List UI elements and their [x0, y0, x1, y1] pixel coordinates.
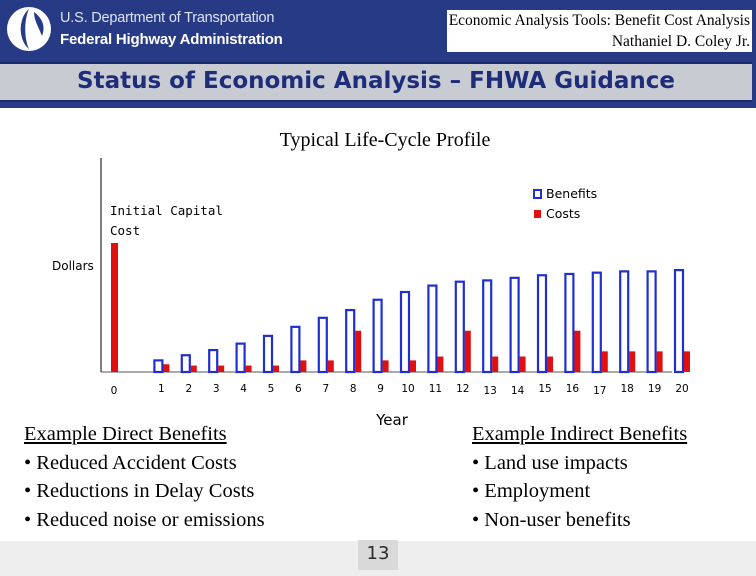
slide-title: Status of Economic Analysis – FHWA Guidance	[77, 68, 675, 94]
y-axis-label: Dollars	[52, 259, 94, 273]
bar-costs-year-7	[328, 360, 334, 372]
bar-costs-year-11	[437, 357, 443, 372]
bar-benefits-year-18	[620, 271, 628, 372]
x-tick-label: 0	[110, 385, 118, 397]
bar-costs-year-6	[300, 360, 306, 372]
bar-costs-year-17	[602, 351, 608, 372]
bar-benefits-year-6	[291, 327, 299, 372]
x-tick-label: 19	[647, 383, 662, 395]
legend-swatch-benefits	[534, 190, 541, 198]
bar-benefits-year-3	[209, 350, 217, 372]
page-number: 13	[358, 540, 398, 570]
indirect-benefit-item: • Non-user benefits	[472, 508, 631, 531]
header-banner	[0, 0, 756, 108]
x-tick-label: 7	[322, 383, 330, 395]
bar-costs-year-13	[492, 357, 498, 372]
x-tick-label: 5	[267, 383, 275, 395]
bar-costs-year-12	[465, 331, 471, 372]
chart-title: Typical Life-Cycle Profile	[279, 129, 491, 151]
bar-costs-year-9	[383, 360, 389, 372]
indirect-benefit-item: • Land use impacts	[472, 451, 628, 474]
x-tick-label: 12	[456, 383, 470, 395]
bar-benefits-year-5	[264, 336, 272, 372]
x-tick-label: 9	[377, 383, 384, 395]
direct-benefits-heading: Example Direct Benefits	[24, 423, 227, 445]
bar-costs-year-16	[574, 331, 580, 372]
bar-costs-year-18	[629, 351, 635, 372]
direct-benefit-item: • Reduced noise or emissions	[24, 508, 265, 531]
indirect-benefits-heading: Example Indirect Benefits	[472, 423, 688, 445]
presenter-name: Nathaniel D. Coley Jr.	[611, 33, 750, 50]
bar-costs-year-19	[657, 351, 663, 372]
bar-benefits-year-2	[182, 355, 190, 372]
x-tick-label: 20	[675, 383, 689, 395]
bar-costs-year-0	[111, 243, 118, 372]
x-tick-label: 10	[401, 383, 415, 395]
bar-benefits-year-1	[154, 360, 162, 372]
x-tick-label: 11	[428, 383, 443, 395]
bar-costs-year-3	[218, 366, 224, 372]
presentation-subtitle: Economic Analysis Tools: Benefit Cost Analysis	[448, 12, 750, 29]
dot-logo-icon	[4, 4, 54, 54]
bar-costs-year-14	[520, 357, 526, 372]
direct-benefits-list	[24, 420, 265, 534]
annotation-text: Initial Capital Cost	[110, 203, 223, 238]
bar-costs-year-4	[246, 366, 252, 372]
x-tick-label: 3	[212, 383, 220, 395]
title-bar	[0, 62, 752, 102]
bar-benefits-year-12	[456, 282, 464, 372]
bar-costs-year-1	[163, 364, 169, 372]
bar-benefits-year-8	[346, 310, 354, 372]
bar-benefits-year-4	[237, 344, 245, 372]
bars-layer	[111, 243, 690, 372]
bar-benefits-year-13	[483, 280, 491, 372]
bar-benefits-year-9	[374, 300, 382, 372]
bar-benefits-year-20	[675, 270, 683, 372]
bar-benefits-year-10	[401, 292, 409, 372]
bar-benefits-year-17	[593, 273, 601, 372]
bar-costs-year-2	[191, 366, 197, 372]
direct-benefit-item: • Reduced Accident Costs	[24, 451, 237, 474]
x-tick-label: 16	[565, 383, 580, 395]
department-name: U.S. Department of Transportation	[60, 10, 275, 26]
legend-swatch-costs	[534, 210, 541, 218]
bar-benefits-year-15	[538, 275, 546, 372]
x-tick-label: 6	[295, 383, 302, 395]
bar-benefits-year-14	[511, 278, 519, 372]
presentation-info	[447, 10, 752, 52]
bar-costs-year-8	[355, 331, 361, 372]
x-tick-label: 13	[483, 385, 497, 397]
legend-label-benefits: Benefits	[546, 186, 598, 201]
bar-benefits-year-19	[648, 271, 656, 372]
legend-label-costs: Costs	[546, 206, 581, 221]
indirect-benefit-item: • Employment	[472, 480, 591, 502]
x-tick-labels	[111, 383, 689, 397]
x-tick-label: 2	[185, 383, 193, 395]
bar-costs-year-5	[273, 366, 279, 372]
x-tick-label: 4	[240, 383, 247, 395]
bar-benefits-year-11	[428, 286, 436, 372]
bar-costs-year-20	[684, 351, 690, 372]
bar-benefits-year-7	[319, 318, 327, 372]
indirect-benefits-list	[472, 420, 687, 534]
bar-benefits-year-16	[565, 274, 573, 372]
x-tick-label: 18	[620, 383, 634, 395]
direct-benefit-item: • Reductions in Delay Costs	[24, 480, 255, 502]
legend	[534, 186, 597, 221]
x-tick-label: 17	[593, 385, 607, 397]
x-tick-label: 8	[349, 383, 357, 395]
agency-name: Federal Highway Administration	[60, 31, 283, 48]
x-tick-label: 14	[510, 385, 525, 397]
bar-costs-year-10	[410, 360, 416, 372]
life-cycle-chart	[0, 108, 756, 428]
bar-costs-year-15	[547, 357, 553, 372]
annotation-initial-capital-cost	[110, 203, 230, 238]
x-tick-label: 15	[538, 383, 552, 395]
x-axis-label: Year	[376, 411, 408, 428]
x-tick-label: 1	[158, 383, 165, 395]
